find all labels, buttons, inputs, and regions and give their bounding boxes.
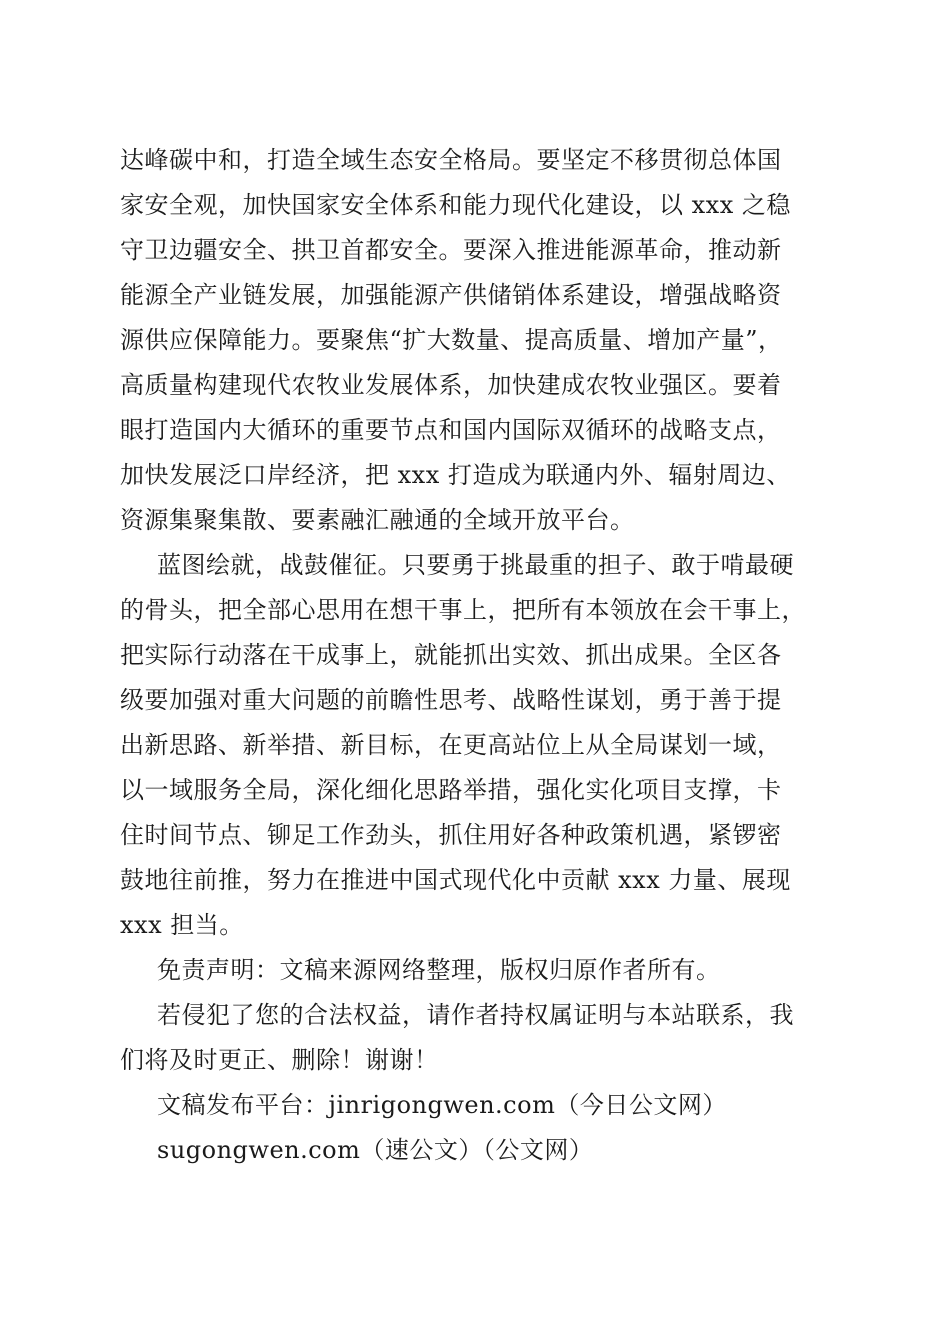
text-line: 眼打造国内大循环的重要节点和国内国际双循环的战略支点，	[120, 416, 782, 444]
document-body	[120, 138, 832, 1173]
text-line: 把实际行动落在干成事上，就能抓出实效、抓出成果。全区各	[120, 641, 782, 669]
text-line: 资源集聚集散、要素融汇融通的全域开放平台。	[120, 506, 635, 534]
disclaimer-text: 免责声明：文稿来源网络整理，版权归原作者所有。	[157, 956, 721, 984]
paragraph-blueprint	[120, 543, 832, 948]
text-line: 们将及时更正、删除！谢谢！	[120, 1046, 439, 1074]
platform-text: sugongwen.com（速公文）（公文网）	[157, 1136, 594, 1164]
text-line: 以一域服务全局，深化细化思路举措，强化实化项目支撑，卡	[120, 776, 782, 804]
text-line: 住时间节点、铆足工作劲头，抓住用好各种政策机遇，紧锣密	[120, 821, 782, 849]
text-line: 加快发展泛口岸经济，把 xxx 打造成为联通内外、辐射周边、	[120, 461, 791, 489]
text-line: 蓝图绘就，战鼓催征。只要勇于挑最重的担子、敢于啃最硬	[157, 551, 794, 579]
text-line: 若侵犯了您的合法权益，请作者持权属证明与本站联系，我	[157, 1001, 794, 1029]
text-line: 守卫边疆安全、拱卫首都安全。要深入推进能源革命，推动新	[120, 236, 782, 264]
text-line: 家安全观，加快国家安全体系和能力现代化建设，以 xxx 之稳	[120, 191, 791, 219]
infringement-paragraph	[120, 993, 832, 1083]
text-line: 出新思路、新举措、新目标，在更高站位上从全局谋划一域，	[120, 731, 782, 759]
platform-text: 文稿发布平台：jinrigongwen.com（今日公文网）	[157, 1091, 727, 1119]
text-line: 鼓地往前推，努力在推进中国式现代化中贡献 xxx 力量、展现	[120, 866, 791, 894]
text-line: 达峰碳中和，打造全域生态安全格局。要坚定不移贯彻总体国	[120, 146, 782, 174]
text-line: 级要加强对重大问题的前瞻性思考、战略性谋划，勇于善于提	[120, 686, 782, 714]
text-line: 源供应保障能力。要聚焦“扩大数量、提高质量、增加产量”，	[120, 326, 783, 354]
paragraph-continued	[120, 138, 832, 543]
text-line: 能源全产业链发展，加强能源产供储销体系建设，增强战略资	[120, 281, 782, 309]
text-line: 高质量构建现代农牧业发展体系，加快建成农牧业强区。要着	[120, 371, 782, 399]
platform-paragraph	[120, 1083, 832, 1173]
disclaimer-paragraph	[120, 948, 832, 993]
text-line: 的骨头，把全部心思用在想干事上，把所有本领放在会干事上，	[120, 596, 806, 624]
text-line: xxx 担当。	[120, 911, 244, 939]
